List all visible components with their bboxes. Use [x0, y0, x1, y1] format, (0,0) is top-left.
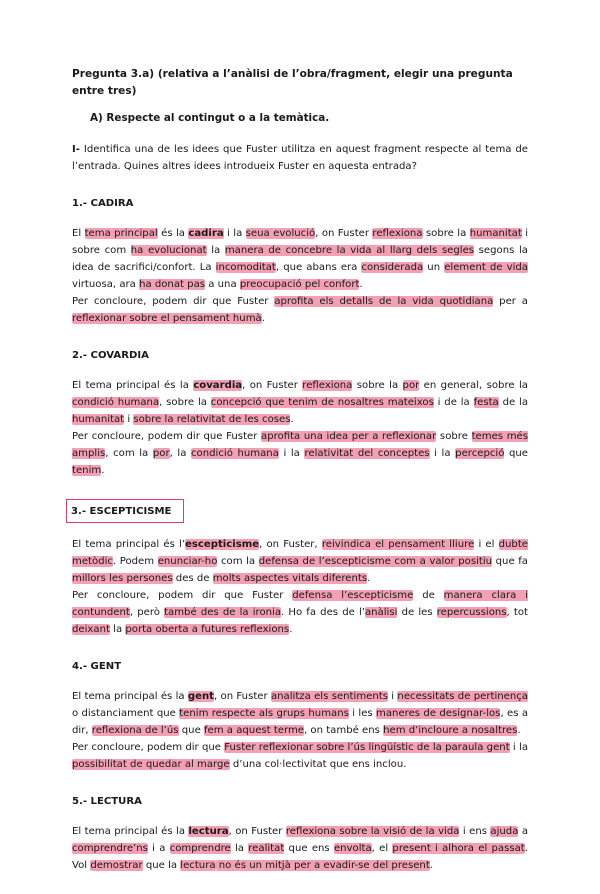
text-run: que la	[142, 860, 181, 871]
text-run: El tema principal és l’	[72, 539, 186, 550]
text-run: . Podem	[112, 556, 158, 567]
section-heading: 2.- COVARDIA	[72, 350, 149, 361]
highlighted-phrase: por	[152, 448, 170, 459]
highlighted-phrase: tenim	[72, 465, 102, 476]
section-paragraph	[72, 536, 528, 587]
text-run: i les	[348, 708, 377, 719]
text-run: per a	[493, 296, 528, 307]
text-run: .	[289, 624, 293, 635]
text-run: i sobre com	[72, 228, 529, 256]
highlighted-phrase: considerada	[361, 262, 424, 273]
highlighted-phrase: millors les persones	[72, 573, 173, 584]
highlighted-phrase: humanitat	[72, 414, 125, 425]
text-run: .	[290, 414, 294, 425]
highlighted-keyword: escepticisme	[185, 539, 260, 550]
text-run: Per concloure, podem dir que Fuster	[72, 431, 262, 442]
highlighted-phrase: percepció	[455, 448, 505, 459]
text-run: o distanciament que	[72, 708, 180, 719]
highlighted-phrase: deixant	[72, 624, 110, 635]
highlighted-phrase: reflexiona	[372, 228, 423, 239]
section-paragraph	[72, 823, 528, 874]
highlighted-phrase: ha evolucionat	[130, 245, 207, 256]
highlighted-phrase: repercussions	[436, 607, 507, 618]
highlighted-phrase: ajuda	[490, 826, 519, 837]
text-run: , sobre la	[159, 397, 211, 408]
text-run: i a	[147, 843, 170, 854]
highlighted-phrase: possibilitat de quedar al marge	[72, 759, 230, 770]
text-run: .	[261, 313, 265, 324]
text-run: i el	[474, 539, 499, 550]
text-run: , que abans era	[275, 262, 362, 273]
section-paragraph	[72, 377, 528, 428]
text-run: , on Fuster	[315, 228, 373, 239]
text-run: és la	[157, 228, 189, 239]
highlighted-phrase: reflexionar sobre el pensament humà	[72, 313, 262, 324]
highlighted-phrase: reflexiona	[302, 380, 353, 391]
text-run: El tema principal és la	[72, 826, 189, 837]
text-run: Per concloure, podem dir que Fuster	[72, 296, 275, 307]
text-run: , on Fuster	[214, 691, 271, 702]
text-run: sobre la	[422, 228, 470, 239]
text-run: la	[230, 843, 249, 854]
highlighted-phrase: comprendre’ns	[72, 843, 148, 854]
text-run: que	[178, 725, 204, 736]
text-run: i la	[278, 448, 305, 459]
highlighted-phrase: necessitats de pertinença	[397, 691, 528, 702]
text-run: , el	[371, 843, 393, 854]
text-run: la	[109, 624, 126, 635]
text-run: i	[387, 691, 398, 702]
highlighted-phrase: enunciar-ho	[157, 556, 218, 567]
document-page	[72, 66, 528, 894]
highlighted-phrase: temes més amplis	[72, 431, 529, 459]
text-run: i la	[223, 228, 246, 239]
text-run: El tema principal és la	[72, 380, 194, 391]
highlighted-phrase: realitat	[248, 843, 285, 854]
highlighted-phrase: humanitat	[469, 228, 522, 239]
section	[72, 499, 528, 638]
intro-paragraph	[72, 141, 528, 175]
text-run: la	[206, 245, 225, 256]
highlighted-phrase: festa	[473, 397, 499, 408]
highlighted-phrase: por	[402, 380, 420, 391]
highlighted-phrase: defensa de l’escepticisme com a valor positiu	[258, 556, 493, 567]
highlighted-phrase: manera clara i contundent	[72, 590, 528, 618]
text-run: .	[367, 573, 371, 584]
text-run: a una	[205, 279, 240, 290]
highlighted-phrase: comprendre	[169, 843, 231, 854]
section-paragraph	[72, 293, 528, 327]
section-paragraph	[72, 739, 528, 773]
text-run: virtuosa, ara	[72, 279, 140, 290]
highlighted-phrase: fem a aquest terme	[204, 725, 305, 736]
highlighted-phrase: dubte metòdic	[72, 539, 529, 567]
text-run: , la	[169, 448, 191, 459]
highlighted-phrase: Fuster reflexionar sobre l’ús lingüístic de la paraula gent	[224, 742, 510, 753]
text-run: .	[517, 725, 521, 736]
text-run: de	[413, 590, 444, 601]
highlighted-phrase: envolta	[333, 843, 372, 854]
text-run: . Ho fa des de l’	[281, 607, 365, 618]
section-paragraph	[72, 225, 528, 293]
text-run: , com la	[105, 448, 153, 459]
intro-text: Identifica una de les idees que Fuster utilitza en aquest fragment respecte al tema de l’entrada. Quines altres idees introdueix Fuster en aquesta entrada?	[72, 144, 528, 172]
highlighted-phrase: element de vida	[444, 262, 528, 273]
text-run: segons la idea de sacrifici/confort. La	[72, 245, 528, 273]
text-run: .	[359, 279, 363, 290]
highlighted-phrase: seua evolució	[245, 228, 316, 239]
section	[72, 347, 528, 479]
text-run: a	[518, 826, 529, 837]
text-run: .	[429, 860, 434, 871]
highlighted-phrase: sobre la relativitat de les coses	[133, 414, 291, 425]
highlighted-phrase: condició humana	[72, 397, 160, 408]
text-run: de les	[397, 607, 437, 618]
text-run: , es a dir,	[72, 708, 529, 736]
highlighted-keyword: gent	[187, 691, 215, 702]
text-run: com la	[217, 556, 259, 567]
text-run: i	[124, 414, 134, 425]
text-run: Per concloure, podem dir que	[72, 742, 225, 753]
section-paragraph	[72, 587, 528, 638]
highlighted-phrase: lectura	[180, 860, 216, 871]
highlighted-phrase: maneres de designar-los	[376, 708, 501, 719]
text-run: que ens	[284, 843, 334, 854]
highlighted-phrase: condició humana	[191, 448, 279, 459]
text-run: que	[504, 448, 529, 459]
highlighted-phrase: molts aspectes vitals diferents	[212, 573, 368, 584]
text-run: d’una col·lectivitat que ens inclou.	[229, 759, 407, 770]
highlighted-phrase: aprofita els detalls de la vida quotidiana	[274, 296, 494, 307]
highlighted-phrase: tema principal	[84, 228, 158, 239]
highlighted-keyword: lectura	[188, 826, 229, 837]
highlighted-phrase: reflexiona sobre la visió de la vida	[285, 826, 460, 837]
section-paragraph	[72, 688, 528, 739]
text-run: , tot	[506, 607, 528, 618]
highlighted-phrase: tenim respecte als grups humans	[179, 708, 349, 719]
text-run: de la	[498, 397, 528, 408]
section-heading: 5.- LECTURA	[72, 796, 142, 807]
text-run: i de la	[433, 397, 474, 408]
highlighted-keyword: cadira	[188, 228, 224, 239]
highlighted-phrase: no és un mitjà per a evadir-se del present	[215, 860, 430, 871]
sections-container	[72, 195, 528, 874]
text-run: El	[72, 228, 85, 239]
section-heading: 3.- ESCEPTICISME	[66, 499, 184, 523]
text-run: i la	[509, 742, 529, 753]
highlighted-phrase: reflexiona de l’ús	[91, 725, 179, 736]
text-run: , on Fuster	[228, 826, 286, 837]
intro-marker: I-	[72, 144, 80, 155]
text-run: . Vol	[72, 843, 528, 871]
section	[72, 658, 528, 773]
text-run: en general, sobre la	[419, 380, 528, 391]
highlighted-phrase: porta oberta a futures reflexions	[125, 624, 290, 635]
highlighted-keyword: covardia	[193, 380, 243, 391]
highlighted-phrase: hem d’incloure a nosaltres	[383, 725, 518, 736]
text-run: i la	[429, 448, 456, 459]
section-heading: 1.- CADIRA	[72, 198, 134, 209]
highlighted-phrase: defensa l’escepticisme	[292, 590, 414, 601]
text-run: sobre la	[352, 380, 403, 391]
text-run: que fa	[492, 556, 528, 567]
text-run: , on Fuster	[242, 380, 303, 391]
highlighted-phrase: concepció que tenim de nosaltres mateixos	[210, 397, 434, 408]
highlighted-phrase: incomoditat	[215, 262, 276, 273]
highlighted-phrase: també des de la ironia	[164, 607, 282, 618]
text-run: des de	[172, 573, 213, 584]
highlighted-phrase: analitza els sentiments	[270, 691, 388, 702]
highlighted-phrase: preocupació pel confort	[239, 279, 360, 290]
text-run: , on Fuster,	[259, 539, 322, 550]
question-title: Pregunta 3.a) (relativa a l’anàlisi de l’obra/fragment, elegir una pregunta entre tres)	[72, 68, 513, 97]
text-run: un	[423, 262, 445, 273]
text-run: , on també ens	[304, 725, 384, 736]
highlighted-phrase: anàlisi	[364, 607, 398, 618]
section-paragraph	[72, 428, 528, 479]
highlighted-phrase: aprofita una idea per a reflexionar	[261, 431, 437, 442]
section-heading: 4.- GENT	[72, 661, 122, 672]
section	[72, 793, 528, 874]
question-subtitle: A) Respecte al contingut o a la temàtica.	[90, 112, 330, 124]
text-run: Per concloure, podem dir que Fuster	[72, 590, 293, 601]
highlighted-phrase: manera de concebre la vida al llarg dels segles	[224, 245, 475, 256]
section	[72, 195, 528, 327]
text-run: sobre	[436, 431, 472, 442]
highlighted-phrase: present i alhora el passat	[392, 843, 525, 854]
highlighted-phrase: reivindica el pensament lliure	[321, 539, 475, 550]
text-run: i ens	[459, 826, 491, 837]
highlighted-phrase: ha donat pas	[139, 279, 206, 290]
text-run: El tema principal és la	[72, 691, 188, 702]
highlighted-phrase: relativitat del conceptes	[304, 448, 430, 459]
text-run: , però	[129, 607, 165, 618]
highlighted-phrase: demostrar	[90, 860, 143, 871]
text-run: .	[101, 465, 105, 476]
